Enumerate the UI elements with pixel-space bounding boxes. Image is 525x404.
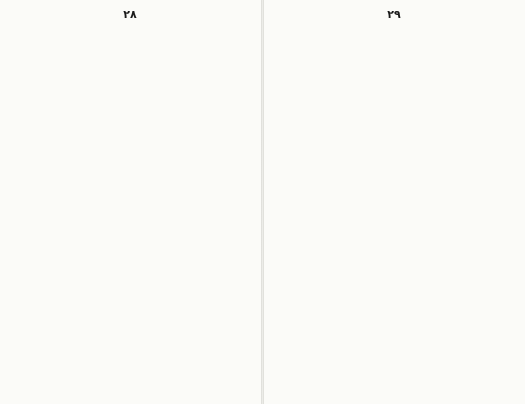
text-line: [280, 190, 509, 203]
text-line: [383, 26, 509, 39]
text-line: [280, 89, 509, 102]
right-page: [264, 0, 525, 404]
text-line: [280, 39, 509, 52]
text-line: [280, 114, 509, 127]
text-line: [16, 265, 245, 278]
text-line: [16, 177, 245, 190]
text-line: [16, 114, 245, 127]
text-line: [16, 290, 245, 303]
text-line: [280, 51, 509, 64]
text-line: [16, 228, 245, 241]
text-line: [280, 228, 509, 241]
text-line: [280, 303, 509, 316]
text-line: [16, 190, 245, 203]
text-line: [16, 102, 245, 115]
text-line: [280, 139, 509, 152]
signature-line: [280, 336, 509, 349]
text-line: [16, 341, 245, 354]
text-line: [383, 316, 509, 329]
text-line: [16, 127, 245, 140]
text-line: [16, 139, 245, 152]
text-line: [280, 127, 509, 140]
text-line: [16, 89, 245, 102]
right-page-text: [280, 26, 509, 394]
text-line: [16, 215, 245, 228]
text-line: [280, 240, 509, 253]
text-line: [280, 215, 509, 228]
text-line: [16, 51, 245, 64]
text-line: [16, 64, 245, 77]
left-page-number: ۲۸: [123, 8, 137, 21]
text-line: [16, 278, 245, 291]
text-line: [16, 202, 245, 215]
text-line: [280, 290, 509, 303]
text-line: [16, 240, 245, 253]
text-line: [280, 253, 509, 266]
right-page-number: ۲۹: [387, 8, 401, 21]
text-line: [280, 76, 509, 89]
text-line: [16, 328, 245, 341]
text-line: [383, 102, 509, 115]
text-line: [280, 278, 509, 291]
text-line: [280, 177, 509, 190]
text-line: [16, 366, 245, 379]
text-line: [16, 165, 245, 178]
text-line: [280, 202, 509, 215]
text-line: [16, 303, 245, 316]
text-line: [16, 152, 245, 165]
text-line: [280, 152, 509, 165]
text-line: [383, 165, 509, 178]
text-line: [16, 316, 245, 329]
text-line: [280, 265, 509, 278]
left-page: [0, 0, 261, 404]
text-line: [16, 76, 245, 89]
text-line: [16, 26, 245, 39]
text-line: [119, 353, 245, 366]
text-line: [16, 253, 245, 266]
left-page-text: [16, 26, 245, 394]
text-line: [280, 64, 509, 77]
text-line: [16, 39, 245, 52]
